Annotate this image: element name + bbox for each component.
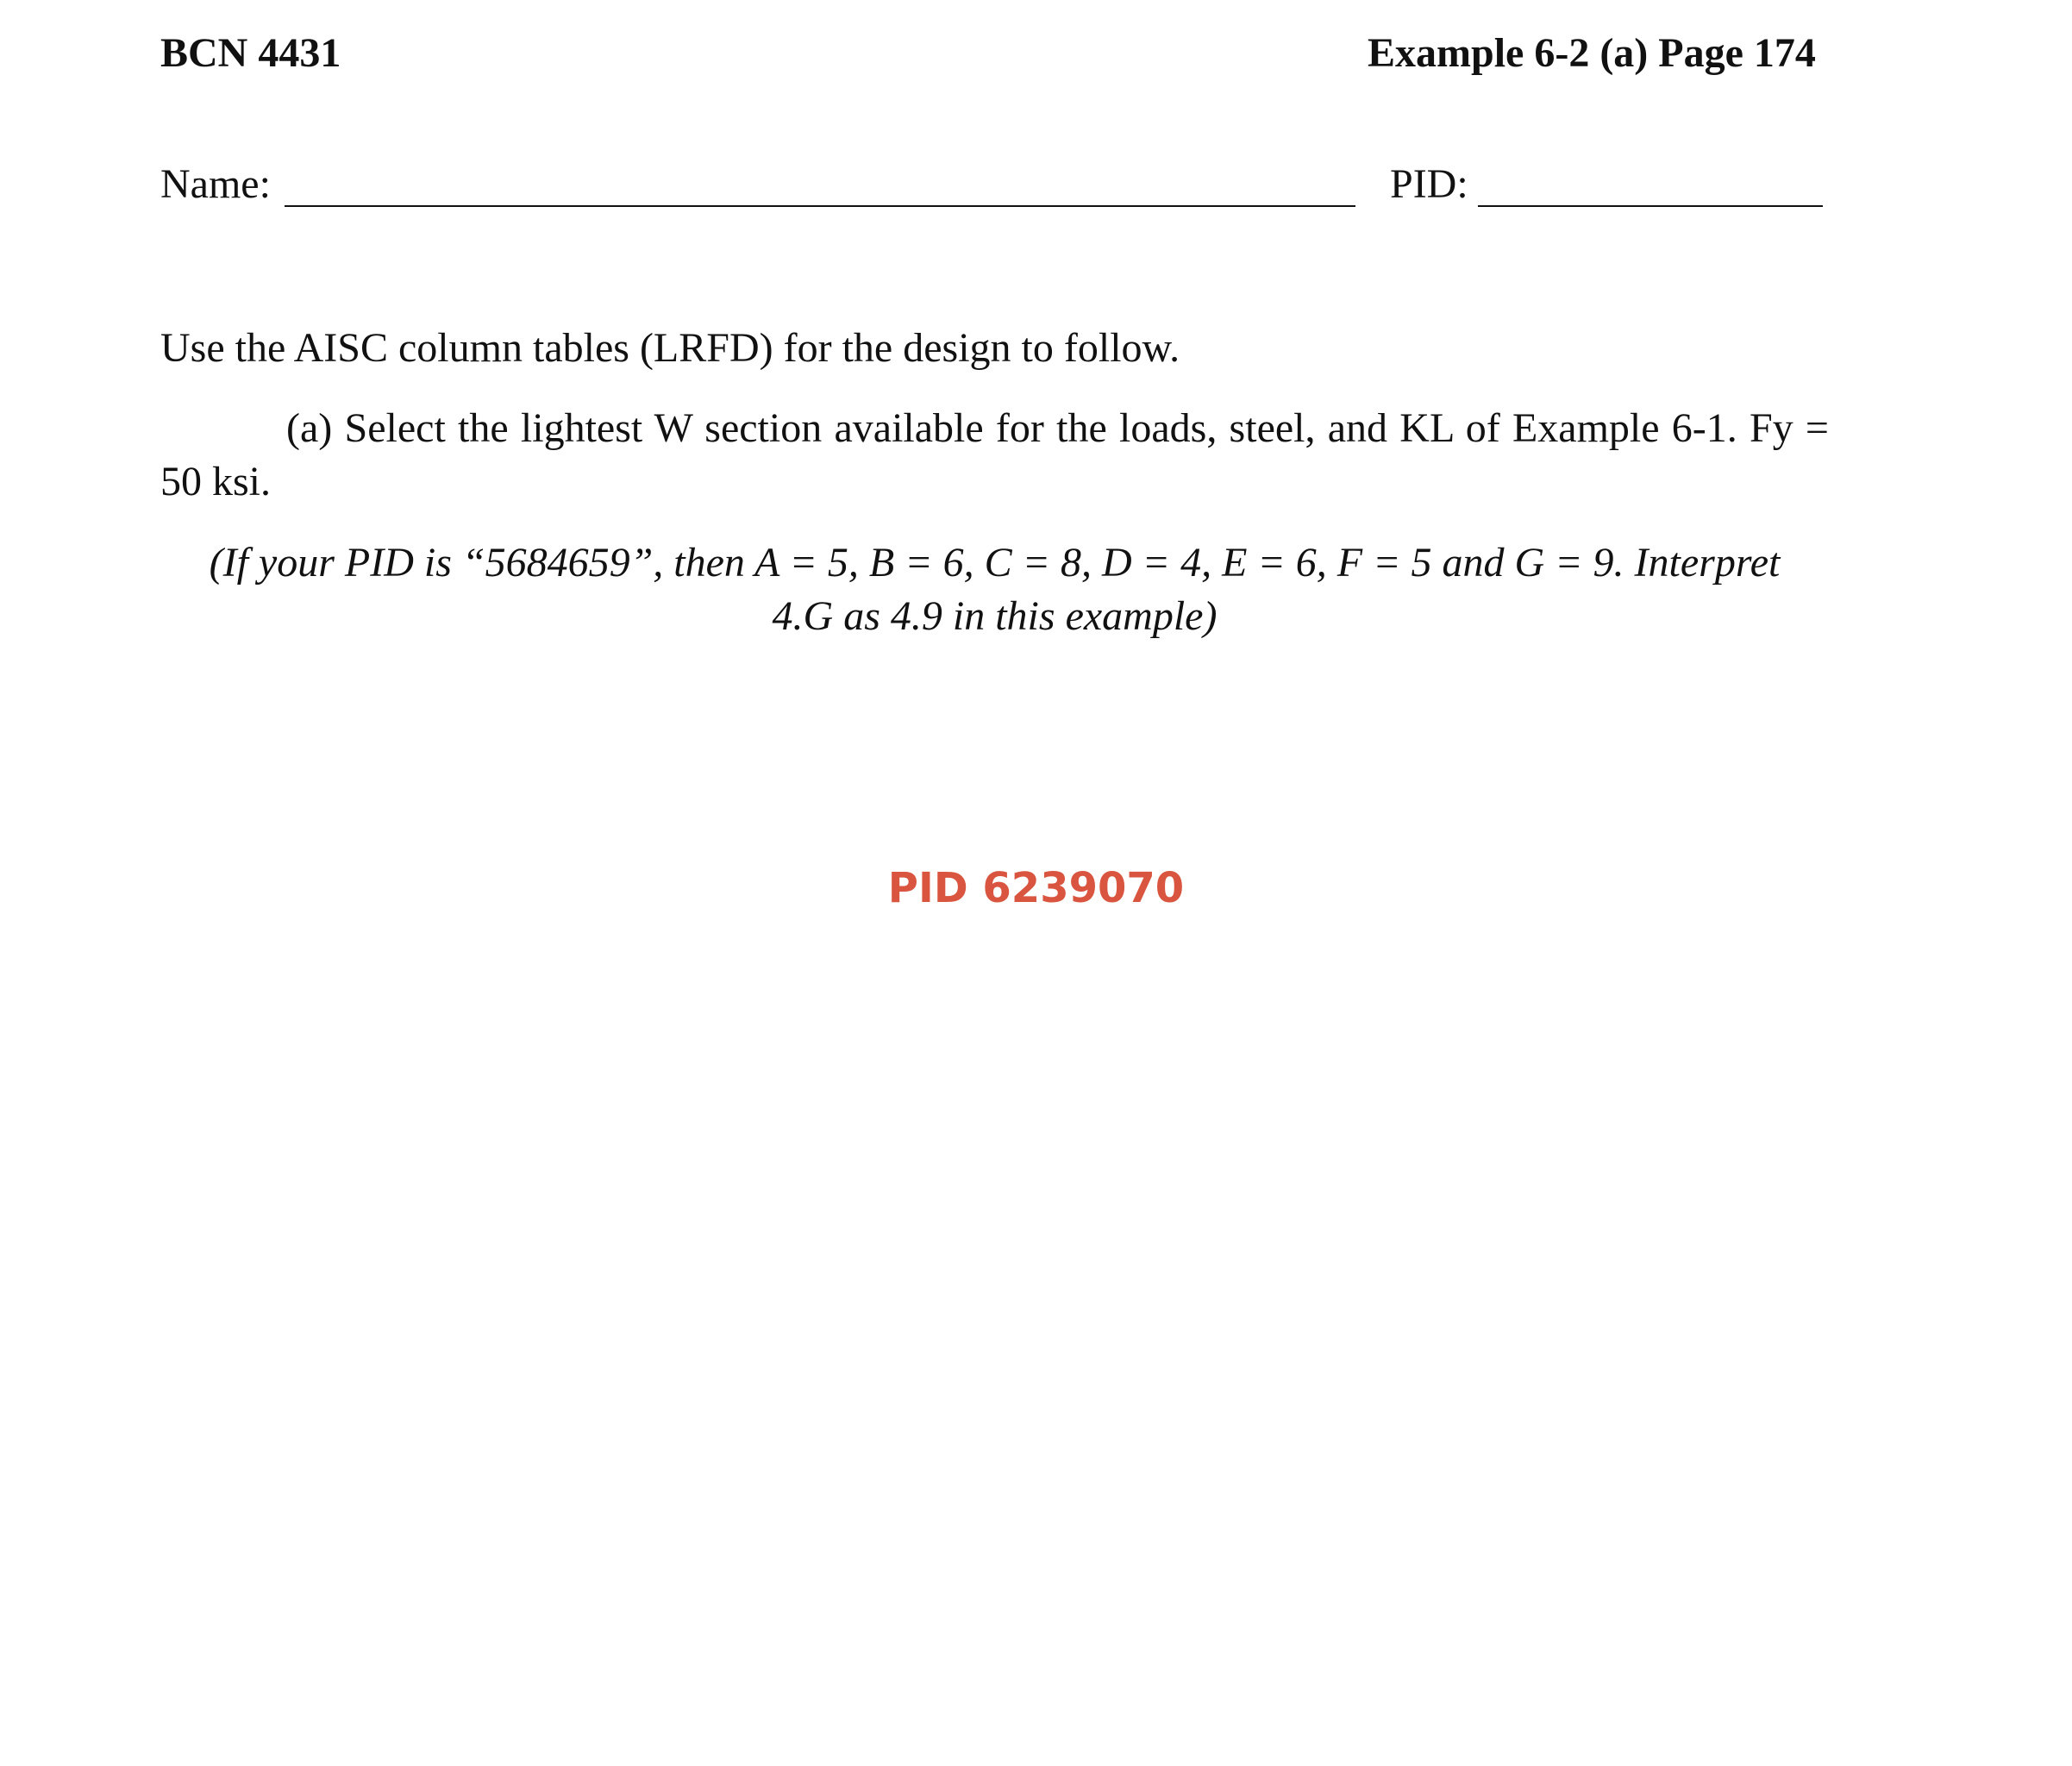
course-code: BCN 4431 [160, 30, 341, 76]
pid-note [160, 536, 1829, 643]
name-field-line [285, 205, 1355, 207]
pid-label: PID: [1390, 161, 1468, 207]
pid-field-line [1478, 205, 1823, 207]
part-a-text [160, 402, 1829, 509]
pid-note-line-1: (If your PID is “5684659”, then A = 5, B = 6, C = 8, D = 4, E = 6, F = 5 and G = 9. Interpret [209, 540, 1781, 586]
example-reference: Example 6-2 (a) Page 174 [1368, 30, 1816, 76]
pid-note-line-2: 4.G as 4.9 in this example) [772, 593, 1218, 639]
instruction-text: Use the AISC column tables (LRFD) for the design to follow. [160, 325, 1180, 371]
part-a-content: (a) Select the lightest W section available for the loads, steel, and KL of Example 6-1. Fy = 50 ksi. [160, 405, 1829, 504]
pid-stamp: PID 6239070 [887, 864, 1185, 912]
name-label: Name: [160, 161, 271, 207]
